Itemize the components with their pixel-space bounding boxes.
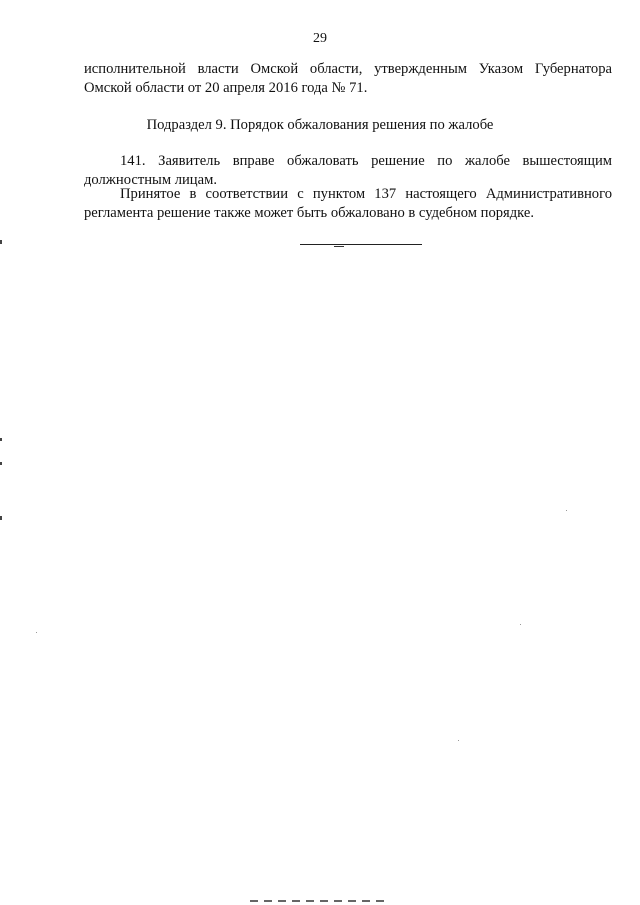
scan-artifact xyxy=(0,516,2,520)
scan-bottom-edge xyxy=(250,900,390,902)
end-separator-line xyxy=(300,244,422,245)
scan-speck xyxy=(520,624,521,625)
scan-speck xyxy=(566,510,567,511)
scan-speck xyxy=(458,740,459,741)
scan-artifact xyxy=(0,462,2,465)
end-separator-mark xyxy=(334,246,344,247)
page-number: 29 xyxy=(313,31,327,46)
subsection-heading: Подраздел 9. Порядок обжалования решения по жалобе xyxy=(146,117,494,133)
paragraph-item-141-continuation: Принятое в соответствии с пунктом 137 настоящего Административного регламента решение также может быть обжаловано в судебном порядке. xyxy=(84,186,612,221)
scan-artifact xyxy=(0,438,2,441)
paragraph-item-141: 141. Заявитель вправе обжаловать решение по жалобе вышестоящим должностным лицам. xyxy=(84,153,612,188)
paragraph-continuation: исполнительной власти Омской области, утвержденным Указом Губернатора Омской области от 20 апреля 2016 года № 71. xyxy=(84,61,612,96)
scan-artifact xyxy=(0,240,2,244)
scan-speck xyxy=(36,632,37,633)
